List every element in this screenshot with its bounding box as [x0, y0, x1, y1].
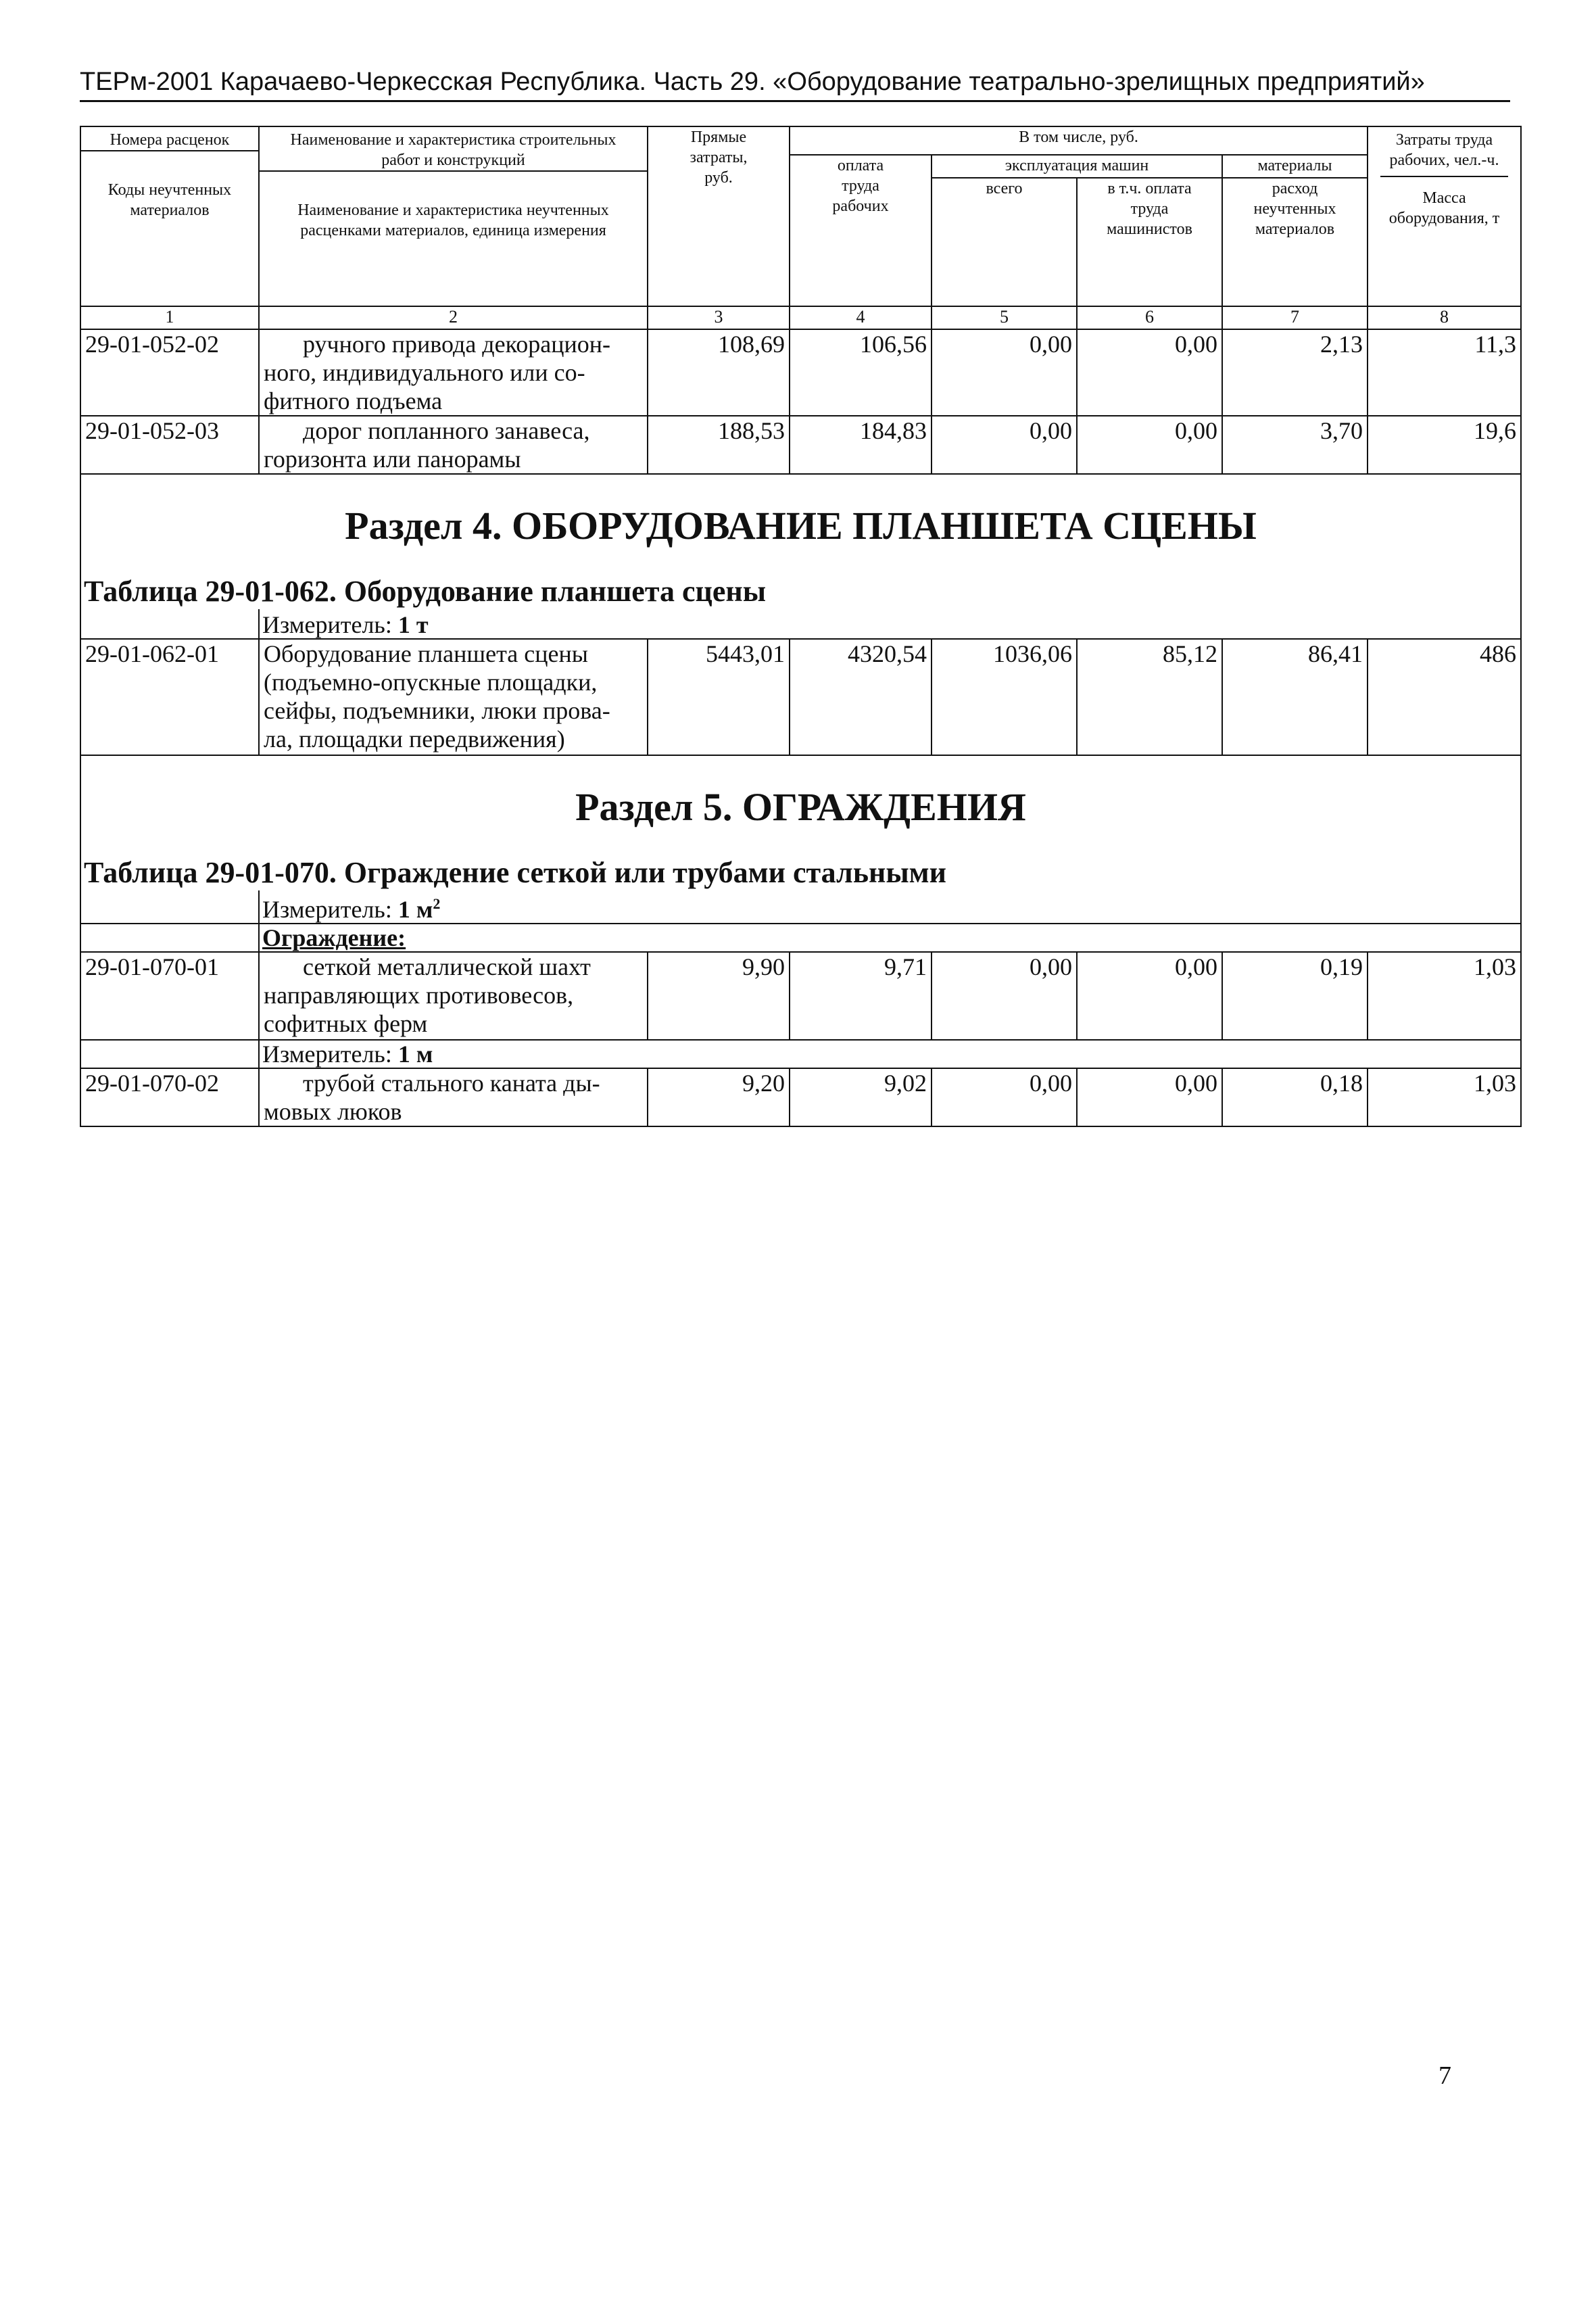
col1-header-top: Номера расценок: [110, 131, 230, 149]
machinists-pay: 0,00: [1077, 952, 1222, 1040]
col-number: 4: [790, 306, 932, 329]
labor-hours: 486: [1368, 639, 1521, 755]
col5-header: всего: [932, 178, 1077, 306]
table-62-title: Таблица 29-01-062. Оборудование планшета сцены: [84, 575, 767, 608]
rate-code: 29-01-062-01: [80, 639, 259, 755]
labor-pay: 9,02: [790, 1068, 932, 1126]
rates-table: [80, 126, 1522, 1127]
rate-name: сеткой металлической шахт направляющих противовесов, софитных ферм: [259, 952, 648, 1040]
labor-pay: 184,83: [790, 416, 932, 474]
direct-cost: 9,20: [648, 1068, 790, 1126]
materials-cost: 86,41: [1222, 639, 1368, 755]
labor-hours: 19,6: [1368, 416, 1521, 474]
machines-header: эксплуатация машин: [932, 155, 1222, 178]
col2-header-bottom: Наименование и характеристика неучтенных расценками материалов, единица измерения: [297, 201, 609, 239]
machines-total: 0,00: [932, 952, 1077, 1040]
col8-header: [1368, 126, 1521, 306]
page-header: ТЕРм-2001 Карачаево-Черкесская Республика. Часть 29. «Оборудование театрально-зрелищных предприятий»: [80, 65, 1510, 102]
rate-name: трубой стального каната ды- мовых люков: [259, 1068, 648, 1126]
col-number: 6: [1077, 306, 1222, 329]
machines-total: 1036,06: [932, 639, 1077, 755]
table-row: [80, 952, 1521, 1040]
materials-header: материалы: [1222, 155, 1368, 178]
labor-hours: 11,3: [1368, 329, 1521, 416]
col4-header: оплата труда рабочих: [790, 155, 932, 306]
col2-header: [259, 126, 648, 306]
direct-cost: 9,90: [648, 952, 790, 1040]
table-70-title: Таблица 29-01-070. Ограждение сеткой или трубами стальными: [84, 856, 946, 889]
rate-name: Оборудование планшета сцены (подъемно-опускные площадки, сейфы, подъемники, люки прова- ла, площадки передвижения): [259, 639, 648, 755]
page-number: 7: [1438, 2061, 1451, 2090]
labor-pay: 4320,54: [790, 639, 932, 755]
section-4-title: Раздел 4. ОБОРУДОВАНИЕ ПЛАНШЕТА СЦЕНЫ: [80, 474, 1521, 555]
col-number: 5: [932, 306, 1077, 329]
direct-cost: 188,53: [648, 416, 790, 474]
machinists-pay: 0,00: [1077, 416, 1222, 474]
col8-header-top: Затраты труда рабочих, чел.-ч.: [1389, 131, 1499, 169]
rate-code: 29-01-052-03: [80, 416, 259, 474]
machines-total: 0,00: [932, 329, 1077, 416]
machinists-pay: 85,12: [1077, 639, 1222, 755]
col1-header: [80, 126, 259, 306]
labor-hours: 1,03: [1368, 952, 1521, 1040]
direct-cost: 108,69: [648, 329, 790, 416]
direct-cost: 5443,01: [648, 639, 790, 755]
table-row: [80, 329, 1521, 416]
rate-code: 29-01-052-02: [80, 329, 259, 416]
materials-cost: 0,19: [1222, 952, 1368, 1040]
col-number: 3: [648, 306, 790, 329]
labor-pay: 106,56: [790, 329, 932, 416]
col-number: 1: [80, 306, 259, 329]
group-label: Ограждение:: [262, 924, 406, 951]
measure-label: Измеритель: 1 $м^2$: [262, 895, 441, 923]
table-row: [80, 639, 1521, 755]
materials-cost: 0,18: [1222, 1068, 1368, 1126]
incl-header: В том числе, руб.: [790, 126, 1368, 155]
col-number: 8: [1368, 306, 1521, 329]
rate-name: ручного привода декорацион- ного, индивидуального или со- фитного подъема: [259, 329, 648, 416]
col3-header: Прямые затраты, руб.: [648, 126, 790, 306]
col2-header-top: Наименование и характеристика строительных работ и конструкций: [290, 131, 616, 169]
section-5-title: Раздел 5. ОГРАЖДЕНИЯ: [80, 755, 1521, 836]
materials-cost: 2,13: [1222, 329, 1368, 416]
col-number: 7: [1222, 306, 1368, 329]
col1-header-bottom: Коды неучтенных материалов: [107, 181, 232, 219]
machinists-pay: 0,00: [1077, 329, 1222, 416]
rate-code: 29-01-070-01: [80, 952, 259, 1040]
col-number: 2: [259, 306, 648, 329]
col8-header-bottom: Масса оборудования, т: [1388, 189, 1500, 227]
col7-header: расход неучтенных материалов: [1222, 178, 1368, 306]
measure-label: Измеритель: 1 т: [262, 611, 429, 638]
machines-total: 0,00: [932, 1068, 1077, 1126]
measure-label: Измеритель: 1 м: [262, 1041, 433, 1068]
table-row: [80, 416, 1521, 474]
machines-total: 0,00: [932, 416, 1077, 474]
labor-pay: 9,71: [790, 952, 932, 1040]
materials-cost: 3,70: [1222, 416, 1368, 474]
rate-name: дорог попланного занавеса, горизонта или панорамы: [259, 416, 648, 474]
machinists-pay: 0,00: [1077, 1068, 1222, 1126]
table-row: [80, 1068, 1521, 1126]
rate-code: 29-01-070-02: [80, 1068, 259, 1126]
labor-hours: 1,03: [1368, 1068, 1521, 1126]
col6-header: в т.ч. оплата труда машинистов: [1077, 178, 1222, 306]
